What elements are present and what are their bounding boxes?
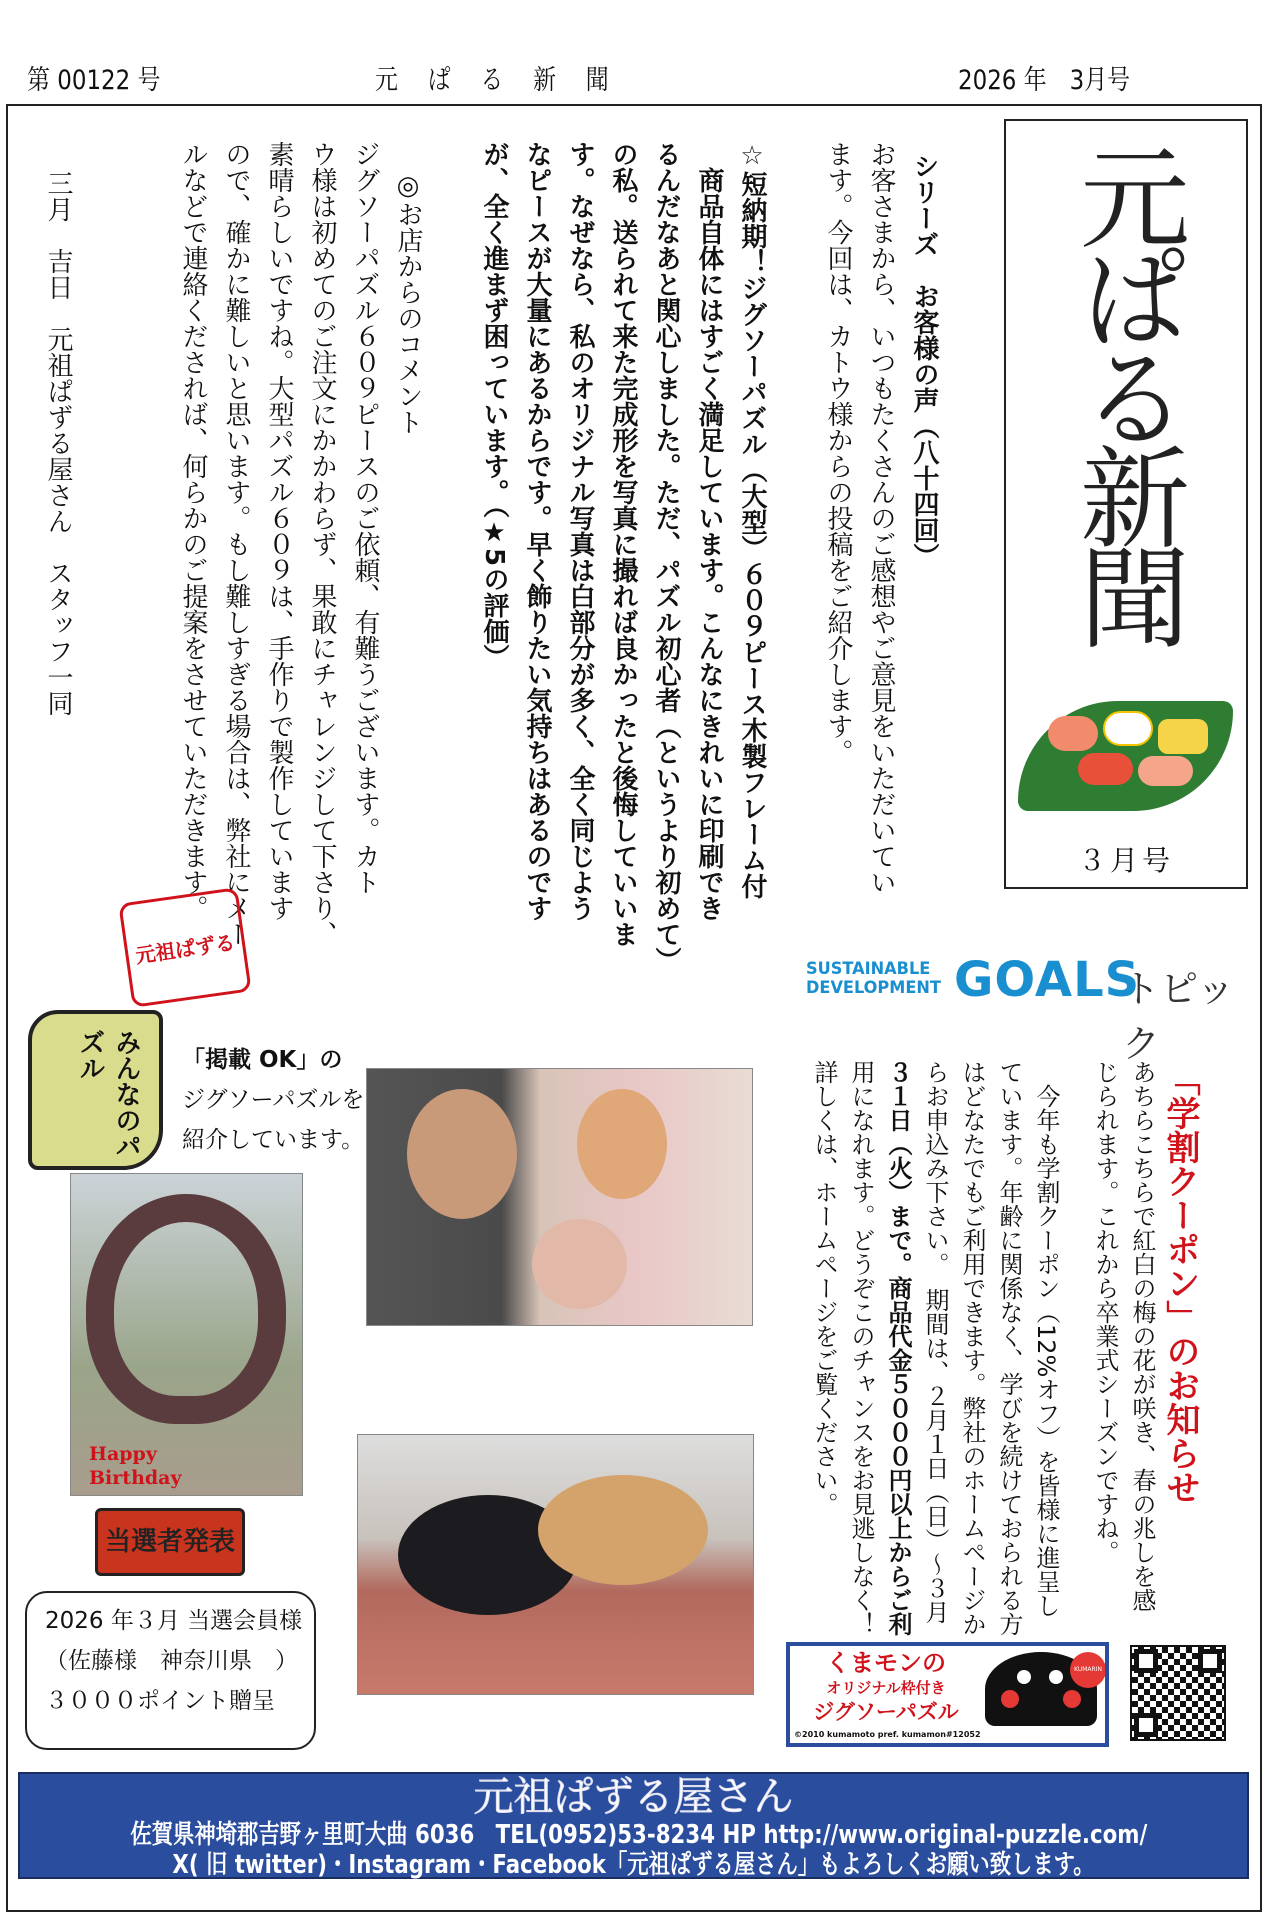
- kumamon-copyright: ©2010 kumamoto pref. kumamon#12052: [794, 1730, 981, 1739]
- coupon-body-line: 詳しくは、ホームページをご覧ください。: [810, 1060, 838, 1516]
- sdgs-logo: [806, 952, 1236, 1066]
- heart-arch-puzzle-photo: [70, 1173, 303, 1496]
- coupon-intro-line: あちらこちらで紅白の梅の花が咲き、春の兆しを感: [1128, 1060, 1156, 1612]
- photo-caption: Happy Birthday: [89, 1443, 182, 1489]
- footer-address: 佐賀県神埼郡吉野ヶ里町大曲 6036 TEL(0952)53-8234 HP http://www.original-puzzle.com/: [130, 1820, 1148, 1850]
- puzzle-logo-text: 元祖ぱずる: [134, 930, 237, 968]
- article-title: シリーズ お客様の声（八十四回）: [909, 153, 939, 569]
- review-line: なピースが大量にあるからです。早く飾りたい気持ちはあるのです: [522, 141, 552, 921]
- coupon-article: [810, 1060, 1160, 1636]
- character-text: みんなのパズル: [75, 1029, 141, 1159]
- review-line: ☆短納期！ジグソーパズル（大型）６０９ピース木製フレーム付: [737, 141, 767, 899]
- review-line: が、全く進まず困っています。（★5の評価）: [479, 141, 509, 671]
- coupon-body-line: 今年も学割クーポン（12%オフ）を皆様に進呈し: [1032, 1060, 1060, 1618]
- sdgs-goals: GOALS: [954, 952, 1141, 1008]
- qr-code[interactable]: [1130, 1645, 1226, 1741]
- gallery-caption: [182, 1040, 364, 1160]
- sdgs-line1: SUSTAINABLE: [806, 959, 931, 979]
- review-line: の私。送られて来た完成形を写真に撮れば良かったと後悔していいま: [608, 141, 638, 947]
- shop-comment-line: 素晴らしいですね。大型パズル６０９は、手作りで製作しています: [264, 141, 294, 921]
- balloon-text: KUMARIN: [1070, 1652, 1106, 1688]
- kumamon-line3: ジグソーパズル: [813, 1700, 959, 1724]
- intro-line: お客さまから、いつもたくさんのご感想やご意見をいただいてい: [866, 141, 896, 895]
- coupon-body-line: らお申込み下さい。 期間は、２月１日（日）～３月: [921, 1060, 949, 1624]
- puzzle-logo: [118, 887, 251, 1008]
- footer-shop-name: 元祖ぱずる屋さん: [473, 1774, 794, 1820]
- shop-comment-line: ウ様は初めてのご注文にかかわらず、果敢にチャレンジして下さり、: [307, 141, 337, 947]
- winner-line: ３０００ポイント贈呈: [45, 1688, 275, 1714]
- issue-number: 第 00122 号: [27, 65, 161, 96]
- family-puzzle-photo: [366, 1068, 753, 1326]
- caption-line: 「掲載 OK」の: [182, 1047, 343, 1073]
- topic-label: トピック: [1122, 967, 1235, 1066]
- intro-line: ます。今回は、カトウ様からの投稿をご紹介します。: [823, 141, 853, 765]
- coupon-body-line: ３１日（火）まで。商品代金５０００円以上からご利: [884, 1060, 912, 1636]
- footer-banner: [18, 1772, 1249, 1879]
- footer-sns: X( 旧 twitter)・Instagram・Facebook「元祖ぱずる屋さん」もよろしくお願い致します。: [172, 1850, 1095, 1880]
- caption-line: ジグソーパズルを: [182, 1087, 365, 1113]
- review-line: す。なぜなら、私のオリジナル写真は白部分が多く、全く同じよう: [565, 141, 595, 921]
- caption-line: 紹介しています。: [182, 1127, 365, 1153]
- dogs-puzzle-photo: [357, 1434, 754, 1695]
- coupon-body-line: 用になれます。どうぞこのチャンスをお見逃しなく！: [847, 1060, 875, 1636]
- winner-line: （佐藤様 神奈川県 ）: [45, 1648, 298, 1674]
- masthead-box: [1004, 119, 1248, 889]
- winner-line: 2026 年３月 当選会員様: [45, 1608, 303, 1634]
- issue-date: 2026 年 3月号: [958, 65, 1131, 96]
- sdgs-line2: DEVELOPMENT: [806, 978, 941, 998]
- newspaper-title: 元 ぱ る 新 聞: [375, 65, 613, 96]
- coupon-intro-line: じられます。これから卒業式シーズンですね。: [1091, 1060, 1119, 1564]
- masthead-logo: 元ぱる新聞: [1062, 141, 1190, 641]
- winner-badge: [95, 1508, 245, 1576]
- coupon-title: 「学割クーポン」のお知らせ: [1160, 1062, 1200, 1504]
- kumamon-line1: くまモンの: [826, 1649, 946, 1677]
- shop-comment-line: ルなどで連絡くだされば、何らかのご提案をさせていただきます。: [178, 141, 208, 921]
- kumamon-line2: オリジナル枠付き: [826, 1679, 946, 1697]
- coupon-body-line: はどなたでもご利用できます。弊社のホームページか: [958, 1060, 986, 1636]
- review-line: るんだなあと関心しました。ただ、パズル初心者（というより初めて）: [651, 141, 681, 973]
- shop-comment-title: ◎お店からのコメント: [393, 171, 423, 435]
- review-line: 商品自体にはすごく満足しています。こんなにきれいに印刷でき: [694, 141, 724, 921]
- shop-comment-line: ので、確かに難しいと思います。もし難しすぎる場合は、弊社にメー: [221, 141, 251, 947]
- kumamon-banner[interactable]: [786, 1642, 1109, 1747]
- sushi-illustration: [1018, 701, 1233, 811]
- shop-comment-line: ジグソーパズル６０９ピースのご依頼、有難うございます。カト: [350, 141, 380, 895]
- masthead-month: ３月号: [1077, 844, 1174, 877]
- winner-badge-text: 当選者発表: [104, 1527, 235, 1557]
- character-illustration: [28, 1010, 163, 1170]
- signature: 三月 吉日 元祖ぱずる屋さん スタッフ一同: [43, 170, 73, 716]
- coupon-body-line: ています。年齢に関係なく、学びを続けておられる方: [995, 1060, 1023, 1636]
- winner-box: [25, 1591, 316, 1750]
